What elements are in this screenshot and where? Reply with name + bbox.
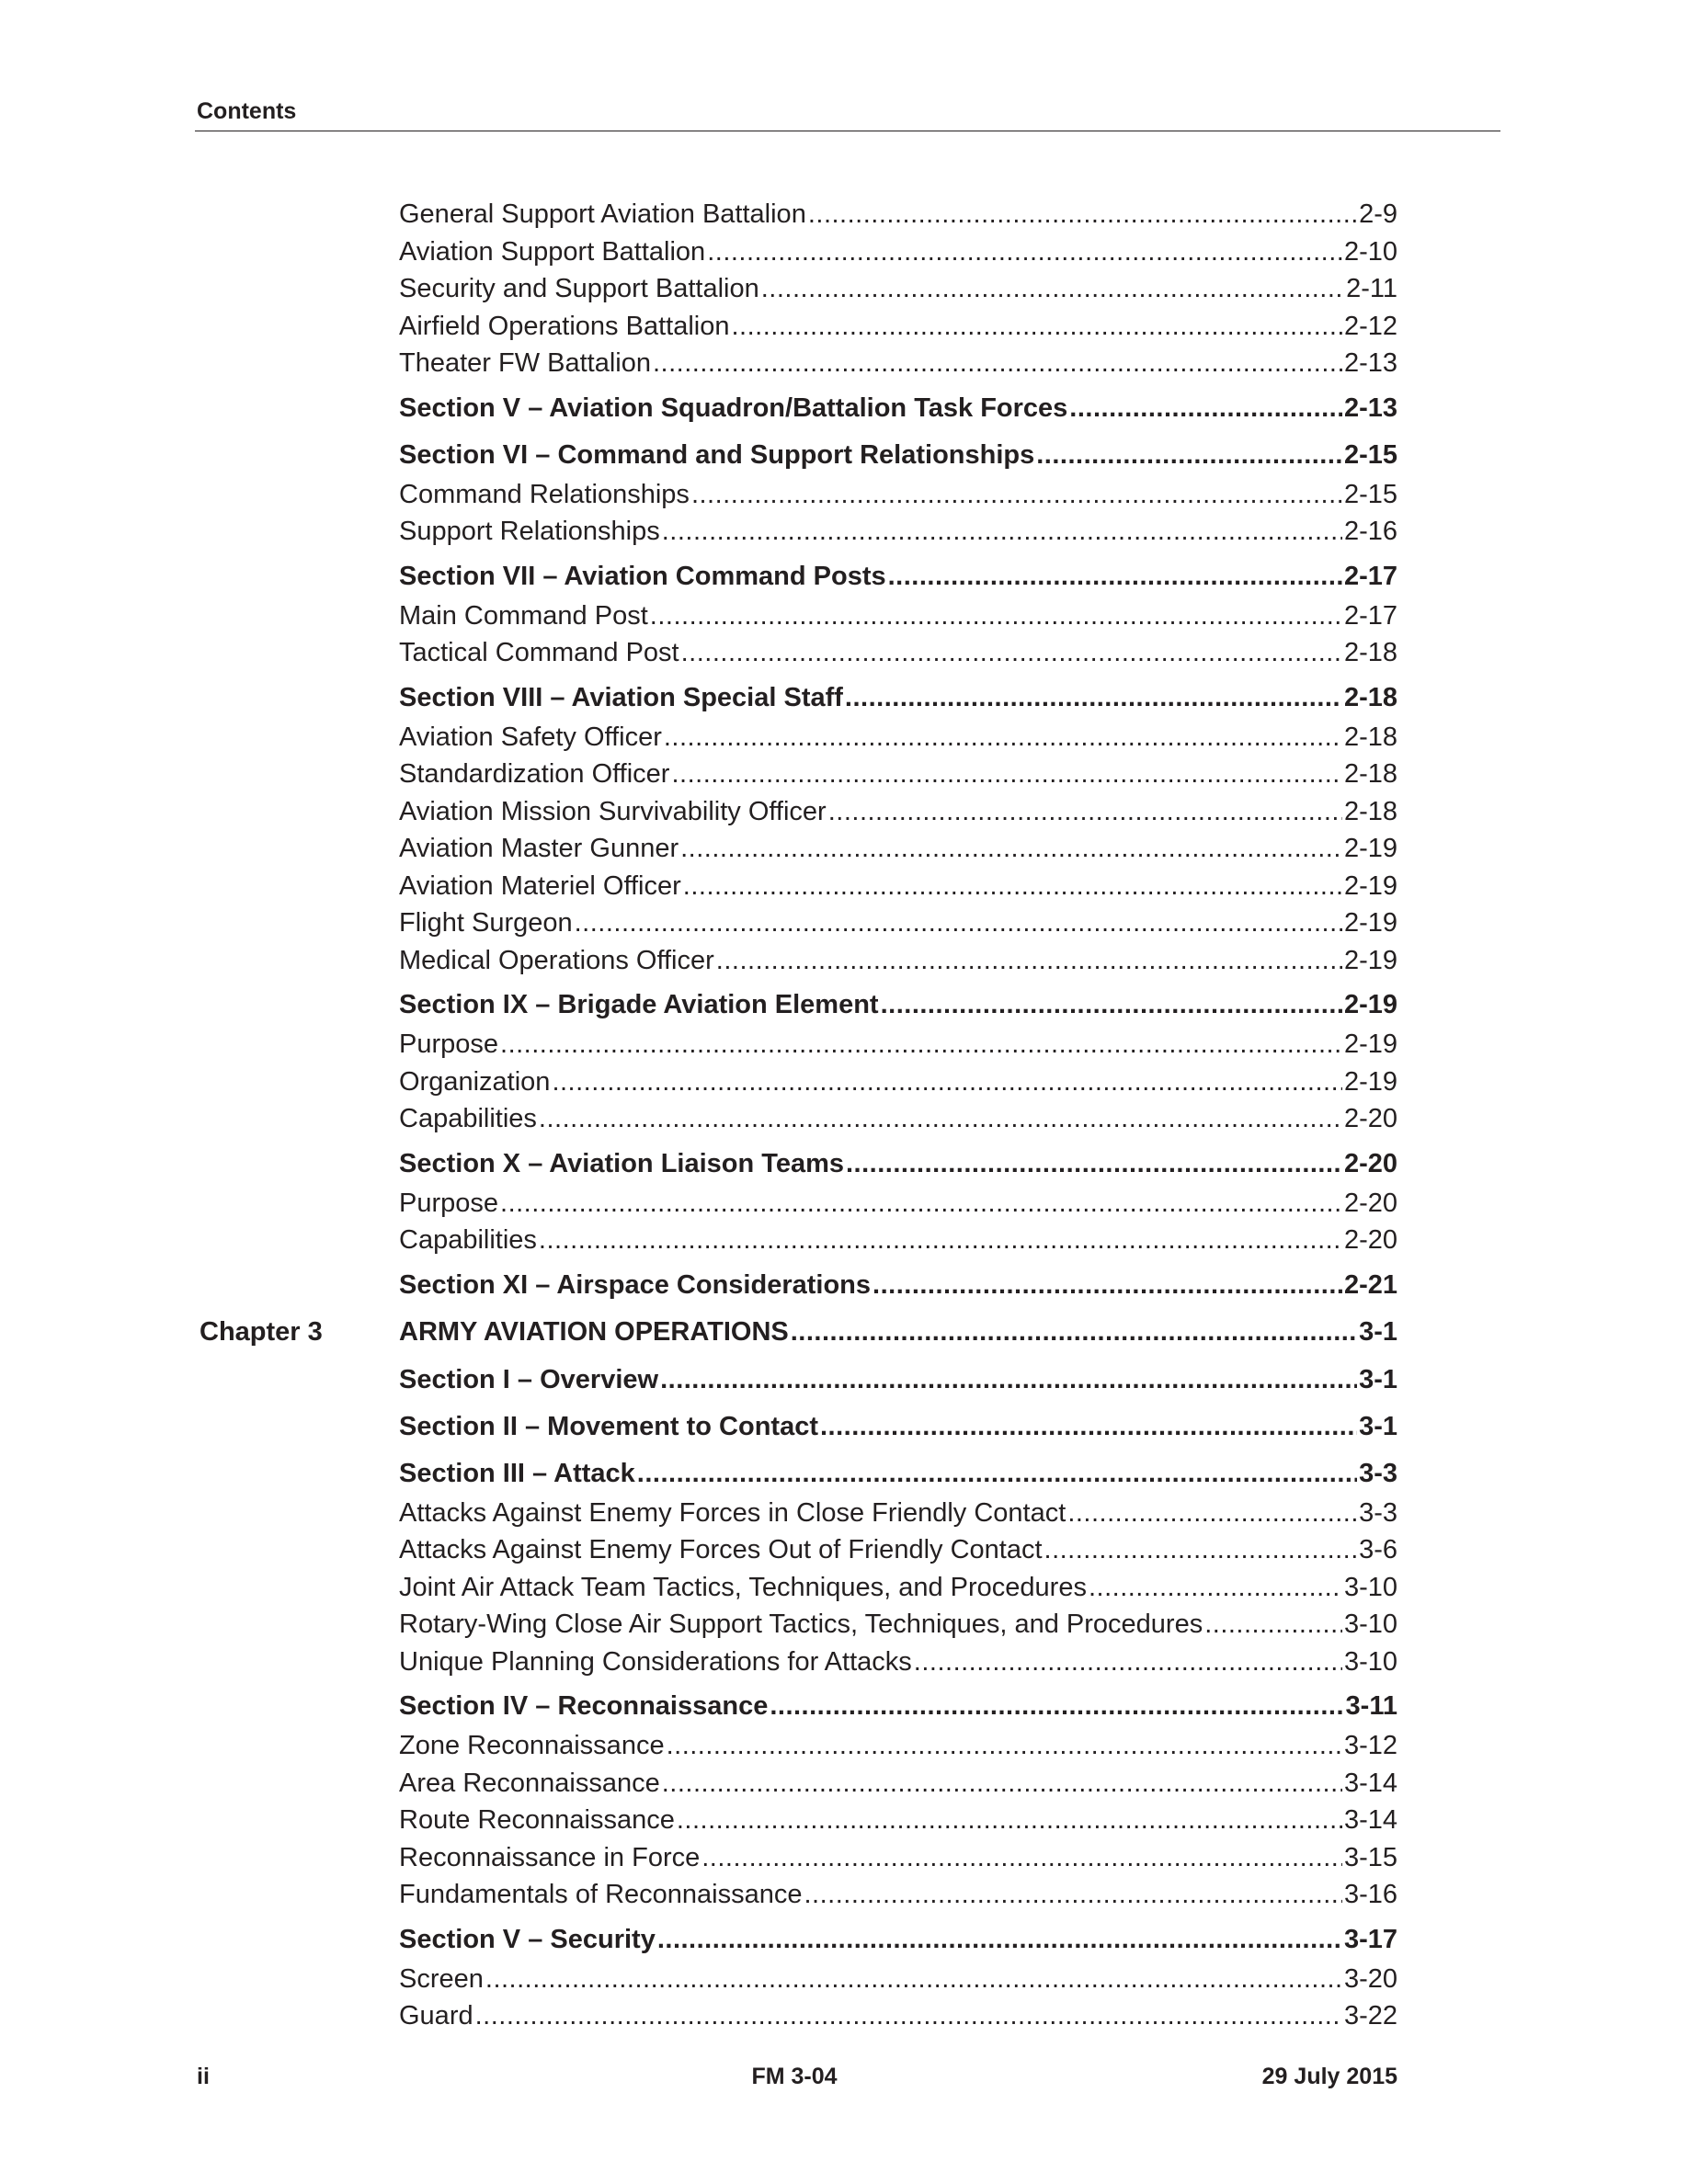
toc-title: ARMY AVIATION OPERATIONS: [399, 1316, 789, 1347]
toc-page-number: 2-18: [1343, 682, 1397, 712]
toc-page-number: 3-20: [1343, 1963, 1397, 1994]
toc-title: Standardization Officer: [399, 759, 670, 789]
dot-leader: [881, 984, 1342, 1026]
toc-title: Rotary-Wing Close Air Support Tactics, Techniques, and Procedures: [399, 1610, 1203, 1639]
toc-section-row[interactable]: [399, 1452, 1397, 1495]
toc-title: Fundamentals of Reconnaissance: [399, 1880, 803, 1909]
toc-title: Organization: [399, 1066, 551, 1097]
toc-page-number: 3-17: [1343, 1924, 1397, 1954]
toc-title: Section IV – Reconnaissance: [399, 1691, 769, 1721]
toc-title: Guard: [399, 2001, 473, 2030]
toc-page-number: 2-18: [1343, 722, 1397, 752]
dot-leader: [1044, 1531, 1358, 1568]
toc-page-number: 2-16: [1343, 517, 1397, 546]
toc-section-row[interactable]: [399, 387, 1397, 429]
toc-page-number: 3-10: [1343, 1646, 1397, 1677]
toc-title: Support Relationships: [399, 517, 660, 546]
toc-page-number: 3-12: [1343, 1731, 1397, 1760]
toc-chapter-row[interactable]: [200, 1311, 1397, 1354]
toc-entry-row[interactable]: [399, 942, 1397, 980]
footer-doc-id: FM 3-04: [751, 2064, 838, 2089]
toc-entry-row[interactable]: [399, 634, 1397, 672]
toc-title: Section IX – Brigade Aviation Element: [399, 990, 879, 1019]
toc-entry-row[interactable]: [399, 1100, 1397, 1138]
toc-section-row[interactable]: [399, 555, 1397, 597]
toc-title: Joint Air Attack Team Tactics, Techniques, and Procedures: [399, 1572, 1087, 1602]
dot-leader: [820, 1405, 1357, 1448]
toc-title: Airfield Operations Battalion: [399, 311, 730, 341]
toc-title: Route Reconnaissance: [399, 1805, 675, 1835]
toc-chapter-label: Chapter 3: [200, 1316, 323, 1347]
toc-section-row[interactable]: [399, 1685, 1397, 1727]
toc-entry-row[interactable]: [399, 1961, 1397, 1998]
toc-entry-row[interactable]: [399, 1222, 1397, 1259]
dot-leader: [575, 904, 1342, 941]
toc-title: Aviation Master Gunner: [399, 834, 679, 863]
dot-leader: [761, 270, 1344, 307]
toc-page-number: 2-15: [1343, 439, 1397, 470]
dot-leader: [845, 677, 1342, 719]
dot-leader: [1204, 1606, 1342, 1643]
dot-leader: [681, 634, 1342, 671]
toc-page-number: 2-18: [1343, 638, 1397, 667]
toc-section-row[interactable]: [399, 434, 1397, 476]
toc-section-row[interactable]: [399, 1143, 1397, 1185]
toc-entry-row[interactable]: [399, 1495, 1397, 1532]
toc-page-number: 3-1: [1359, 1364, 1397, 1394]
toc-title: General Support Aviation Battalion: [399, 199, 806, 229]
toc-page-number: 3-11: [1345, 1691, 1397, 1721]
toc-entry-row[interactable]: [399, 597, 1397, 635]
toc-page-number: 3-3: [1359, 1458, 1397, 1488]
toc-page-number: 2-9: [1359, 199, 1397, 229]
dot-leader: [671, 756, 1341, 792]
dot-leader: [914, 1644, 1342, 1680]
toc-page-number: 3-3: [1359, 1497, 1397, 1528]
toc-entry-row[interactable]: [399, 513, 1397, 551]
toc-title: Main Command Post: [399, 600, 648, 631]
toc-page-number: 2-12: [1343, 311, 1397, 341]
toc-entry-row[interactable]: [399, 233, 1397, 271]
dot-leader: [1069, 387, 1342, 429]
toc-title: Aviation Support Battalion: [399, 236, 706, 267]
toc-title: Purpose: [399, 1029, 499, 1059]
toc-title: Screen: [399, 1963, 484, 1994]
toc-page-number: 3-16: [1343, 1880, 1397, 1909]
toc-page-number: 2-15: [1343, 479, 1397, 509]
toc-page-number: 2-20: [1343, 1148, 1397, 1178]
toc-title: Capabilities: [399, 1104, 537, 1133]
toc-title: Medical Operations Officer: [399, 945, 714, 975]
toc-page-number: 2-21: [1343, 1269, 1397, 1300]
dot-leader: [791, 1311, 1357, 1354]
toc-page-number: 2-13: [1343, 348, 1397, 378]
toc-entry-row[interactable]: [399, 793, 1397, 831]
dot-leader: [653, 345, 1342, 381]
toc-section-row[interactable]: [399, 1405, 1397, 1448]
toc-title: Security and Support Battalion: [399, 274, 759, 303]
toc-entry-row[interactable]: [399, 1839, 1397, 1877]
page-header-label: Contents: [197, 98, 297, 124]
dot-leader: [664, 719, 1342, 756]
toc-title: Attacks Against Enemy Forces Out of Friendly Contact: [399, 1535, 1043, 1564]
toc-entry-row[interactable]: [399, 476, 1397, 514]
dot-leader: [1036, 434, 1342, 476]
toc-title: Command Relationships: [399, 479, 690, 509]
toc-page-number: 3-1: [1359, 1316, 1397, 1347]
toc-title: Section X – Aviation Liaison Teams: [399, 1148, 844, 1178]
toc-section-row[interactable]: [399, 984, 1397, 1026]
toc-page-number: 2-20: [1343, 1104, 1397, 1133]
toc-title: Attacks Against Enemy Forces in Close Friendly Contact: [399, 1497, 1066, 1528]
toc-title: Aviation Materiel Officer: [399, 870, 681, 901]
toc-page-number: 2-13: [1343, 392, 1397, 423]
toc-page-number: 3-10: [1343, 1572, 1397, 1602]
toc-page-number: 2-19: [1343, 1029, 1397, 1059]
toc-entry-row[interactable]: [399, 1026, 1397, 1064]
dot-leader: [808, 196, 1357, 233]
dot-leader: [539, 1222, 1342, 1258]
toc-title: Section I – Overview: [399, 1364, 659, 1394]
toc-section-row[interactable]: [399, 677, 1397, 719]
toc-entry-row[interactable]: [399, 270, 1397, 308]
toc-entry-row[interactable]: [399, 345, 1397, 382]
toc-page-number: 2-10: [1343, 236, 1397, 267]
toc-title: Theater FW Battalion: [399, 348, 651, 378]
toc-page-number: 2-19: [1343, 834, 1397, 863]
toc-title: Section VI – Command and Support Relationships: [399, 439, 1035, 470]
dot-leader: [691, 476, 1342, 513]
table-of-contents: [200, 196, 1397, 2035]
toc-page-number: 3-15: [1343, 1842, 1397, 1872]
dot-leader: [650, 597, 1342, 634]
toc-title: Unique Planning Considerations for Attacks: [399, 1646, 912, 1677]
toc-page-number: 3-14: [1343, 1805, 1397, 1835]
toc-page-number: 2-17: [1343, 600, 1397, 631]
dot-leader: [701, 1839, 1342, 1876]
toc-page-number: 2-19: [1343, 908, 1397, 938]
toc-title: Section II – Movement to Contact: [399, 1411, 818, 1441]
toc-page-number: 3-14: [1343, 1768, 1397, 1798]
toc-title: Section V – Security: [399, 1924, 656, 1954]
toc-page-number: 2-17: [1343, 561, 1397, 591]
toc-section-row[interactable]: [399, 1359, 1397, 1401]
toc-entry-row[interactable]: [399, 1606, 1397, 1644]
toc-entry-row[interactable]: [399, 1765, 1397, 1803]
toc-entry-row[interactable]: [399, 756, 1397, 793]
dot-leader: [1067, 1495, 1357, 1531]
dot-leader: [539, 1100, 1342, 1137]
toc-entry-row[interactable]: [399, 830, 1397, 868]
dot-leader: [637, 1452, 1357, 1495]
dot-leader: [660, 1359, 1357, 1401]
toc-title: Section VIII – Aviation Special Staff: [399, 682, 843, 712]
toc-title: Flight Surgeon: [399, 908, 573, 938]
toc-entry-row[interactable]: [399, 904, 1397, 942]
toc-title: Aviation Mission Survivability Officer: [399, 796, 827, 826]
dot-leader: [716, 942, 1342, 979]
toc-entry-row[interactable]: [399, 196, 1397, 233]
dot-leader: [707, 233, 1342, 270]
dot-leader: [683, 868, 1342, 904]
toc-section-row[interactable]: [399, 1918, 1397, 1961]
toc-page-number: 2-18: [1343, 759, 1397, 789]
toc-entry-row[interactable]: [399, 1531, 1397, 1569]
toc-page-number: 3-10: [1343, 1610, 1397, 1639]
dot-leader: [680, 830, 1342, 867]
footer-page-number: ii: [197, 2064, 210, 2089]
toc-entry-row[interactable]: [399, 1569, 1397, 1607]
toc-page-number: 2-20: [1343, 1188, 1397, 1218]
toc-section-row[interactable]: [399, 1264, 1397, 1306]
dot-leader: [677, 1802, 1342, 1838]
toc-page-number: 3-22: [1343, 2001, 1397, 2030]
dot-leader: [731, 308, 1341, 345]
dot-leader: [770, 1685, 1343, 1727]
toc-page-number: 2-19: [1343, 990, 1397, 1019]
toc-title: Section V – Aviation Squadron/Battalion Task Forces: [399, 392, 1068, 423]
toc-title: Section VII – Aviation Command Posts: [399, 561, 886, 591]
toc-page-number: 2-19: [1343, 1066, 1397, 1097]
toc-page-number: 2-20: [1343, 1225, 1397, 1255]
dot-leader: [804, 1876, 1341, 1913]
toc-entry-row[interactable]: [399, 1876, 1397, 1914]
toc-entry-row[interactable]: [399, 1802, 1397, 1839]
toc-title: Reconnaissance in Force: [399, 1842, 701, 1872]
dot-leader: [667, 1727, 1342, 1764]
toc-title: Purpose: [399, 1188, 499, 1218]
dot-leader: [485, 1961, 1342, 1997]
toc-page-number: 3-6: [1359, 1535, 1397, 1564]
toc-entry-row[interactable]: [399, 1644, 1397, 1681]
dot-leader: [1089, 1569, 1342, 1606]
dot-leader: [500, 1026, 1342, 1063]
dot-leader: [828, 793, 1342, 830]
toc-page-number: 2-19: [1343, 870, 1397, 901]
dot-leader: [873, 1264, 1342, 1306]
toc-title: Capabilities: [399, 1225, 537, 1255]
toc-entry-row[interactable]: [399, 1064, 1397, 1101]
toc-page-number: 2-18: [1343, 796, 1397, 826]
dot-leader: [888, 555, 1342, 597]
toc-title: Section III – Attack: [399, 1458, 635, 1488]
toc-entry-row[interactable]: [399, 719, 1397, 756]
footer-date: 29 July 2015: [1261, 2064, 1397, 2089]
toc-title: Tactical Command Post: [399, 638, 679, 667]
toc-entry-row[interactable]: [399, 1727, 1397, 1765]
dot-leader: [500, 1185, 1342, 1222]
dot-leader: [662, 1765, 1342, 1802]
toc-page-number: 2-11: [1346, 274, 1397, 303]
toc-title: Zone Reconnaissance: [399, 1731, 665, 1760]
dot-leader: [475, 1997, 1342, 2034]
dot-leader: [552, 1064, 1342, 1100]
toc-page-number: 2-19: [1343, 945, 1397, 975]
toc-title: Section XI – Airspace Considerations: [399, 1269, 872, 1300]
toc-entry-row[interactable]: [399, 1185, 1397, 1223]
dot-leader: [657, 1918, 1342, 1961]
toc-entry-row[interactable]: [399, 868, 1397, 905]
toc-title: Area Reconnaissance: [399, 1768, 660, 1798]
toc-title: Aviation Safety Officer: [399, 722, 662, 752]
dot-leader: [662, 513, 1342, 550]
toc-entry-row[interactable]: [399, 1997, 1397, 2035]
toc-entry-row[interactable]: [399, 308, 1397, 346]
dot-leader: [846, 1143, 1342, 1185]
toc-page-number: 3-1: [1359, 1411, 1397, 1441]
